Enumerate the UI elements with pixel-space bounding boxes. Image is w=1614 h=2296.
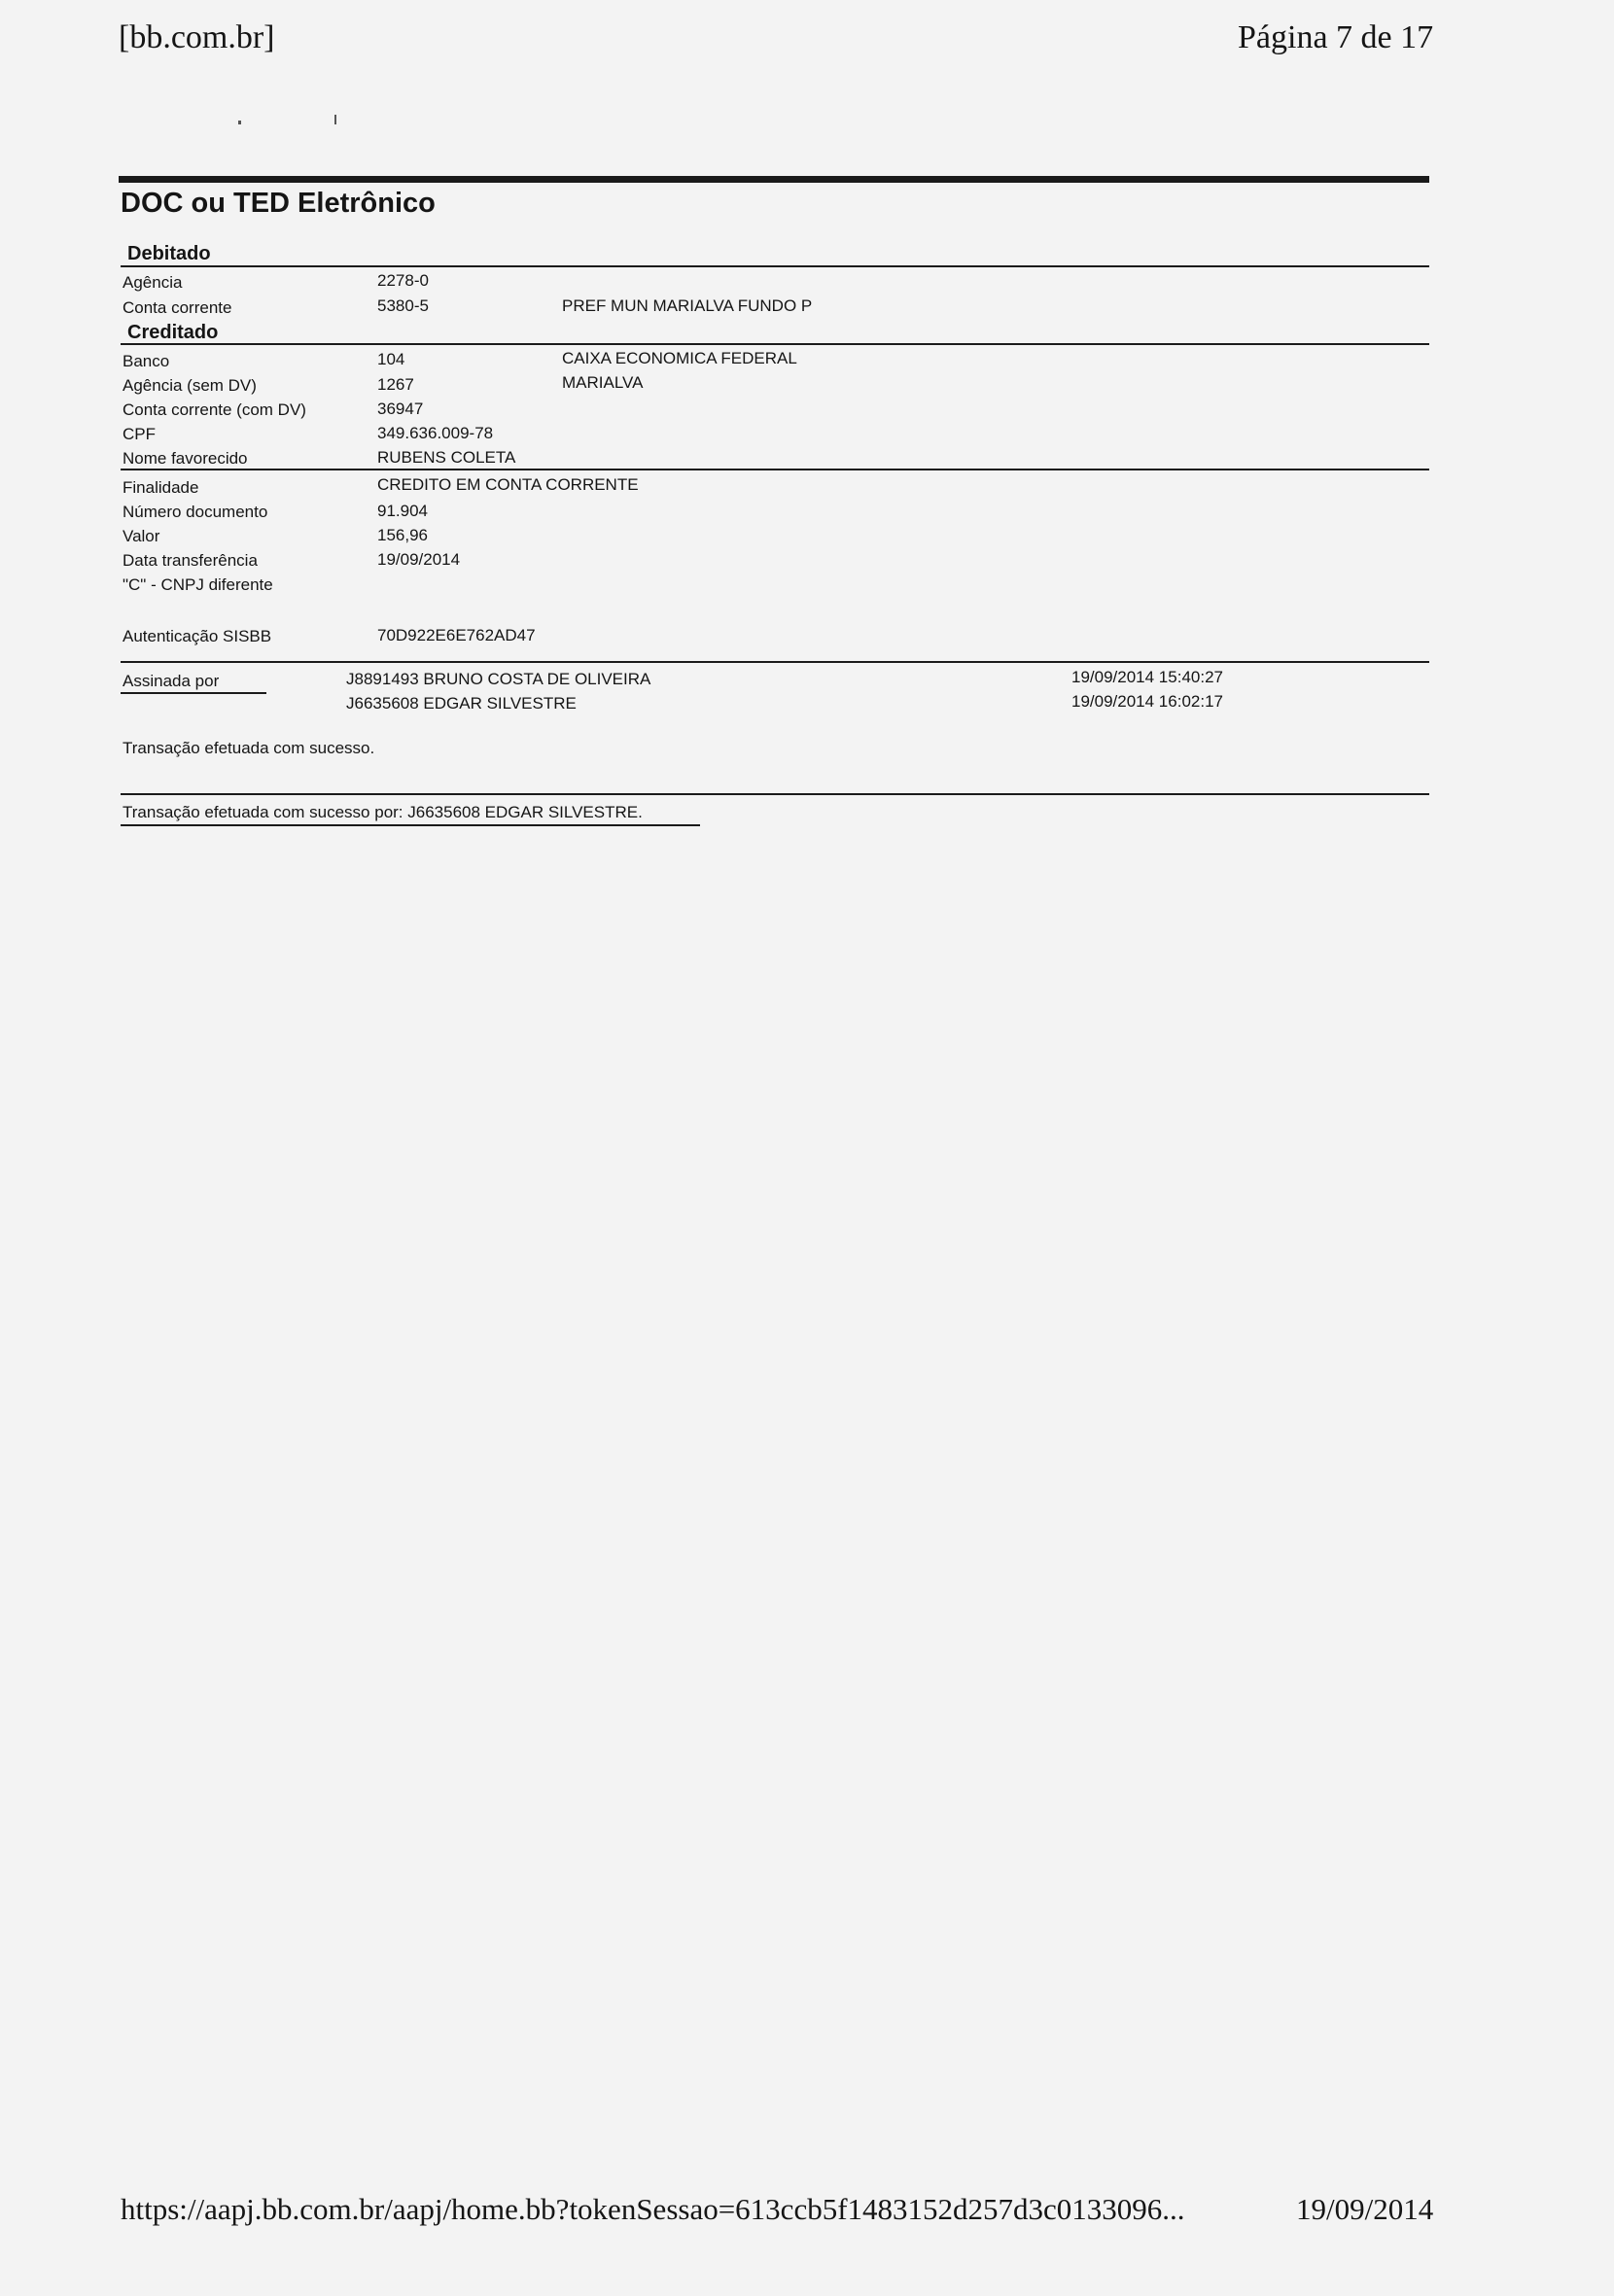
label-conta-corrente: Conta corrente — [123, 298, 232, 317]
divider — [121, 469, 1429, 470]
label-autenticacao: Autenticação SISBB — [123, 627, 272, 645]
footer-date: 19/09/2014 — [1296, 2192, 1434, 2226]
title-rule — [119, 176, 1429, 183]
signer-datetime: 19/09/2014 16:02:17 — [1071, 692, 1223, 711]
label-banco: Banco — [123, 352, 170, 370]
receipt-title: DOC ou TED Eletrônico — [121, 188, 436, 219]
signer-datetime: 19/09/2014 15:40:27 — [1071, 668, 1223, 686]
value-cidade-agencia: MARIALVA — [562, 373, 644, 392]
value-numero-documento: 91.904 — [377, 502, 428, 520]
final-status-message: Transação efetuada com sucesso por: J6635608 EDGAR SILVESTRE. — [123, 803, 643, 821]
value-valor: 156,96 — [377, 526, 428, 544]
value-conta-com-dv: 36947 — [377, 400, 424, 418]
value-agencia-sem-dv: 1267 — [377, 375, 414, 394]
status-message: Transação efetuada com sucesso. — [123, 739, 375, 757]
label-numero-documento: Número documento — [123, 503, 268, 521]
label-underline — [121, 692, 266, 694]
value-agencia: 2278-0 — [377, 271, 429, 290]
signer-name: J8891493 BRUNO COSTA DE OLIVEIRA — [346, 670, 651, 688]
value-banco: 104 — [377, 350, 405, 368]
value-autenticacao: 70D922E6E762AD47 — [377, 626, 536, 644]
site-header: [bb.com.br] — [119, 19, 275, 55]
divider — [121, 265, 1429, 267]
footer-url: https://aapj.bb.com.br/aapj/home.bb?tokenSessao=613ccb5f1483152d257d3c0133096... — [121, 2192, 1185, 2226]
divider — [121, 661, 1429, 663]
label-conta-com-dv: Conta corrente (com DV) — [123, 400, 306, 419]
value-nome-favorecido: RUBENS COLETA — [377, 448, 516, 467]
scan-mark — [334, 115, 336, 124]
label-assinada-por: Assinada por — [123, 672, 220, 690]
signer-name: J6635608 EDGAR SILVESTRE — [346, 694, 577, 713]
label-cnpj-diferente: "C" - CNPJ diferente — [123, 575, 273, 594]
label-nome-favorecido: Nome favorecido — [123, 449, 248, 468]
value-conta-corrente: 5380-5 — [377, 296, 429, 315]
divider — [121, 793, 1429, 795]
value-finalidade: CREDITO EM CONTA CORRENTE — [377, 475, 639, 494]
label-cpf: CPF — [123, 425, 156, 443]
value-nome-banco: CAIXA ECONOMICA FEDERAL — [562, 349, 797, 367]
divider — [121, 343, 1429, 345]
section-creditado: Creditado — [127, 322, 219, 343]
value-cpf: 349.636.009-78 — [377, 424, 494, 442]
value-data-transferencia: 19/09/2014 — [377, 550, 461, 569]
status-underline — [121, 824, 700, 826]
value-titular-debitado: PREF MUN MARIALVA FUNDO P — [562, 296, 813, 315]
label-data-transferencia: Data transferência — [123, 551, 258, 570]
scan-mark — [238, 121, 241, 124]
section-debitado: Debitado — [127, 243, 211, 264]
page-number: Página 7 de 17 — [1238, 19, 1434, 55]
label-agencia-sem-dv: Agência (sem DV) — [123, 376, 257, 395]
label-finalidade: Finalidade — [123, 478, 199, 497]
label-agencia: Agência — [123, 273, 183, 292]
label-valor: Valor — [123, 527, 160, 545]
